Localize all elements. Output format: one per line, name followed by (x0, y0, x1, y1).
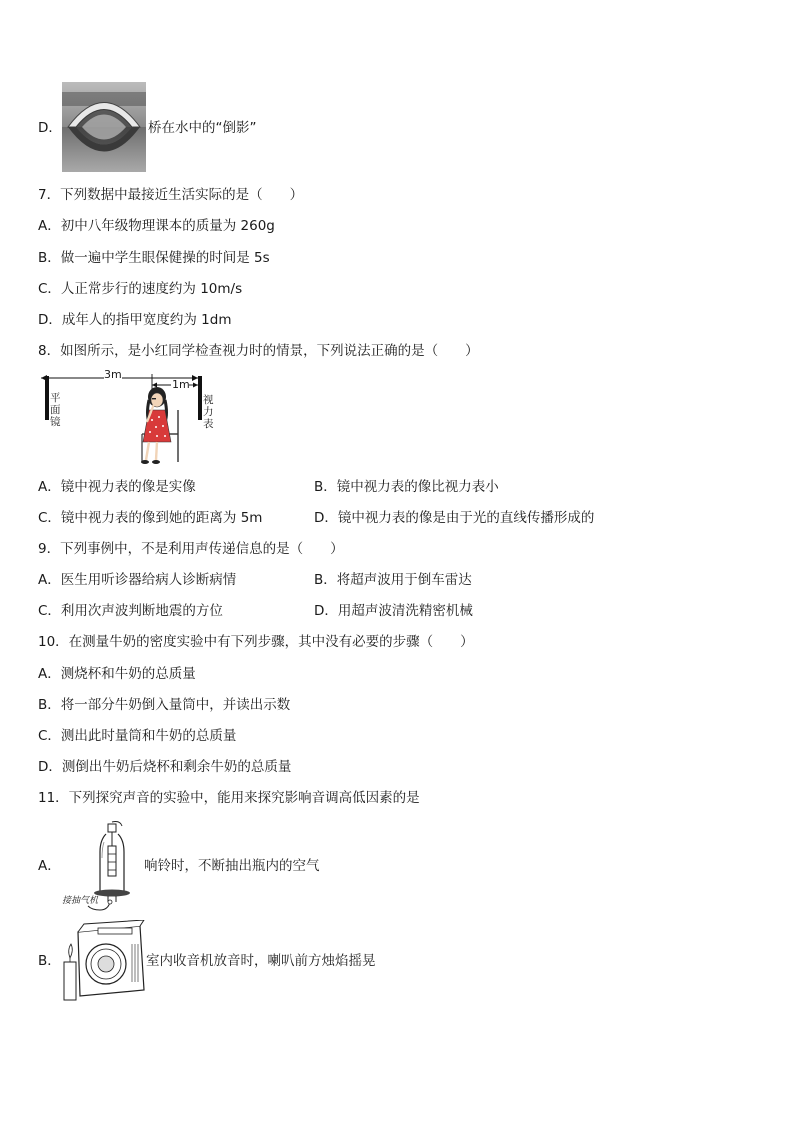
q11-option-b-letter: B． (38, 953, 61, 969)
q8-option-c: C．镜中视力表的像到她的距离为 5m (38, 510, 263, 526)
eye-test-figure (38, 370, 218, 468)
q9-option-a: A．医生用听诊器给病人诊断病情 (38, 572, 237, 588)
q9-option-b: B．将超声波用于倒车雷达 (314, 572, 472, 588)
q8-stem: 8．如图所示，是小红同学检查视力时的情景，下列说法正确的是（ ） (38, 343, 479, 359)
q10-option-b: B．将一部分牛奶倒入量筒中，并读出示数 (38, 697, 291, 713)
q8-option-a: A．镜中视力表的像是实像 (38, 479, 196, 495)
q7-option-b: B．做一遍中学生眼保健操的时间是 5s (38, 250, 270, 266)
q7-option-d: D．成年人的指甲宽度约为 1dm (38, 312, 232, 328)
q10-option-a: A．测烧杯和牛奶的总质量 (38, 666, 196, 682)
mirror-label: 平 面 镜 (50, 392, 61, 428)
distance-3m-label: 3m (104, 368, 122, 381)
eye-chart-label: 视 力 表 (203, 394, 214, 430)
q9-option-c: C．利用次声波判断地震的方位 (38, 603, 223, 619)
distance-1m-label: 1m (172, 378, 190, 391)
q11-stem: 11．下列探究声音的实验中，能用来探究影响音调高低因素的是 (38, 790, 420, 806)
q8-option-b: B．镜中视力表的像比视力表小 (314, 479, 499, 495)
q7-option-c: C．人正常步行的速度约为 10m/s (38, 281, 243, 297)
q10-stem: 10．在测量牛奶的密度实验中有下列步骤，其中没有必要的步骤（ ） (38, 634, 474, 650)
vacuum-pump-caption: 接抽气机 (62, 896, 99, 906)
q7-stem: 7．下列数据中最接近生活实际的是（ ） (38, 187, 304, 203)
radio-candle-figure (58, 920, 146, 1002)
q6-option-d-text: 桥在水中的“倒影” (148, 120, 257, 136)
q6-option-d-letter: D． (38, 120, 62, 136)
q7-option-a: A．初中八年级物理课本的质量为 260g (38, 218, 275, 234)
q9-stem: 9．下列事例中，不是利用声传递信息的是（ ） (38, 541, 344, 557)
q11-option-a-letter: A． (38, 858, 61, 874)
bridge-reflection-photo (62, 82, 146, 172)
q8-option-d: D．镜中视力表的像是由于光的直线传播形成的 (314, 510, 595, 526)
q11-option-b-text: 室内收音机放音时，喇叭前方烛焰摇晃 (146, 953, 376, 969)
q11-option-a-text: 响铃时，不断抽出瓶内的空气 (144, 858, 320, 874)
q9-option-d: D．用超声波清洗精密机械 (314, 603, 473, 619)
q10-option-c: C．测出此时量筒和牛奶的总质量 (38, 728, 237, 744)
bell-jar-apparatus-figure (62, 818, 142, 914)
q10-option-d: D．测倒出牛奶后烧杯和剩余牛奶的总质量 (38, 759, 292, 775)
